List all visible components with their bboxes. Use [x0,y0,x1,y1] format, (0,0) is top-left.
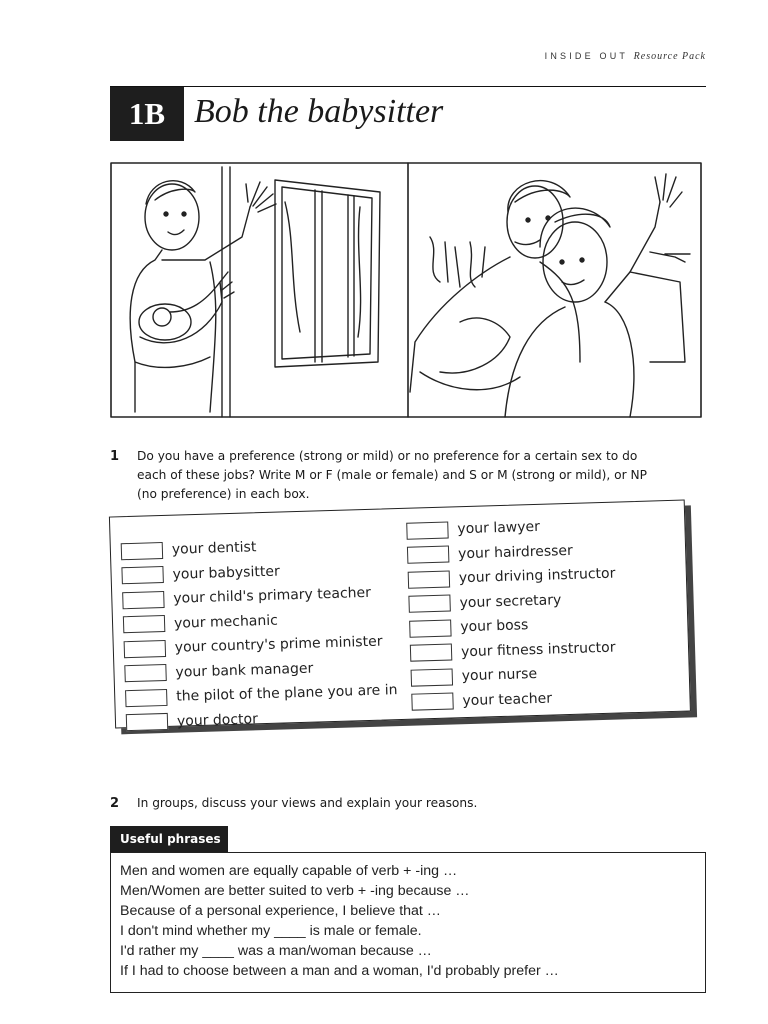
job-label: your bank manager [175,660,314,681]
exercise-1 [110,447,650,504]
phrase-line: Men/Women are better suited to verb + -ing because … [120,883,470,899]
man-holding-baby [130,181,276,412]
answer-box[interactable] [126,713,168,731]
header-rule [110,86,706,87]
answer-box[interactable] [406,521,448,539]
job-preference-card [109,500,691,735]
answer-box[interactable] [408,570,450,588]
answer-box[interactable] [408,595,450,613]
phrase-line: Men and women are equally capable of verb + -ing … [120,863,458,879]
answer-box[interactable] [411,693,453,711]
job-label: your country's prime minister [174,633,383,656]
answer-box[interactable] [124,664,166,682]
exercise-2-instructions: In groups, discuss your views and explain your reasons. [137,796,478,810]
answer-box[interactable] [121,566,163,584]
job-label: your driving instructor [458,565,616,587]
exercise-1-instructions: Do you have a preference (strong or mild) or no preference for a certain sex to do each of these jobs? Write M or F (male or female) and S or M (strong or mild), or NP (no preference) in each box. [137,449,647,501]
card-body [109,500,691,729]
door-frame [222,167,230,417]
job-label: your teacher [462,690,553,709]
job-label: your fitness instructor [460,639,616,660]
right-job-list [406,513,619,715]
job-label: your secretary [459,591,562,611]
answer-box[interactable] [123,615,165,633]
answer-box[interactable] [409,619,451,637]
babysitter-illustration [110,162,702,418]
answer-box[interactable] [410,644,452,662]
exercise-2-number: 2 [110,796,120,811]
useful-phrases-box [110,852,706,993]
job-label: your mechanic [173,612,279,632]
unit-code: 1B [110,87,184,141]
series-name: INSIDE OUT [544,51,628,61]
answer-box[interactable] [125,689,167,707]
job-label: your lawyer [457,519,541,538]
job-label: your child's primary teacher [173,585,372,607]
couple-waving [410,174,690,417]
phrase-line: I'd rather my ____ was a man/woman because … [120,943,432,959]
answer-box[interactable] [407,546,449,564]
answer-box[interactable] [411,668,453,686]
page-header [545,51,706,62]
job-label: the pilot of the plane you are in [176,682,398,705]
window [275,180,380,367]
left-job-list [121,531,399,735]
phrase-line: Because of a personal experience, I believe that … [120,903,441,919]
phrase-line: If I had to choose between a man and a woman, I'd probably prefer … [120,963,559,979]
resource-pack-label: Resource Pack [633,51,706,62]
job-label: your boss [460,617,529,636]
page-title: Bob the babysitter [194,93,444,130]
useful-phrases-heading: Useful phrases [110,826,228,852]
job-label: your nurse [461,666,538,685]
answer-box[interactable] [122,591,164,609]
job-label: your hairdresser [457,542,574,562]
exercise-2 [110,794,650,813]
answer-box[interactable] [124,640,166,658]
job-row [411,684,619,715]
answer-box[interactable] [121,542,163,560]
exercise-1-number: 1 [110,449,120,464]
job-label: your dentist [171,539,257,558]
job-label: your doctor [176,711,259,730]
phrase-line: I don't mind whether my ____ is male or female. [120,923,422,939]
job-label: your babysitter [172,563,280,583]
